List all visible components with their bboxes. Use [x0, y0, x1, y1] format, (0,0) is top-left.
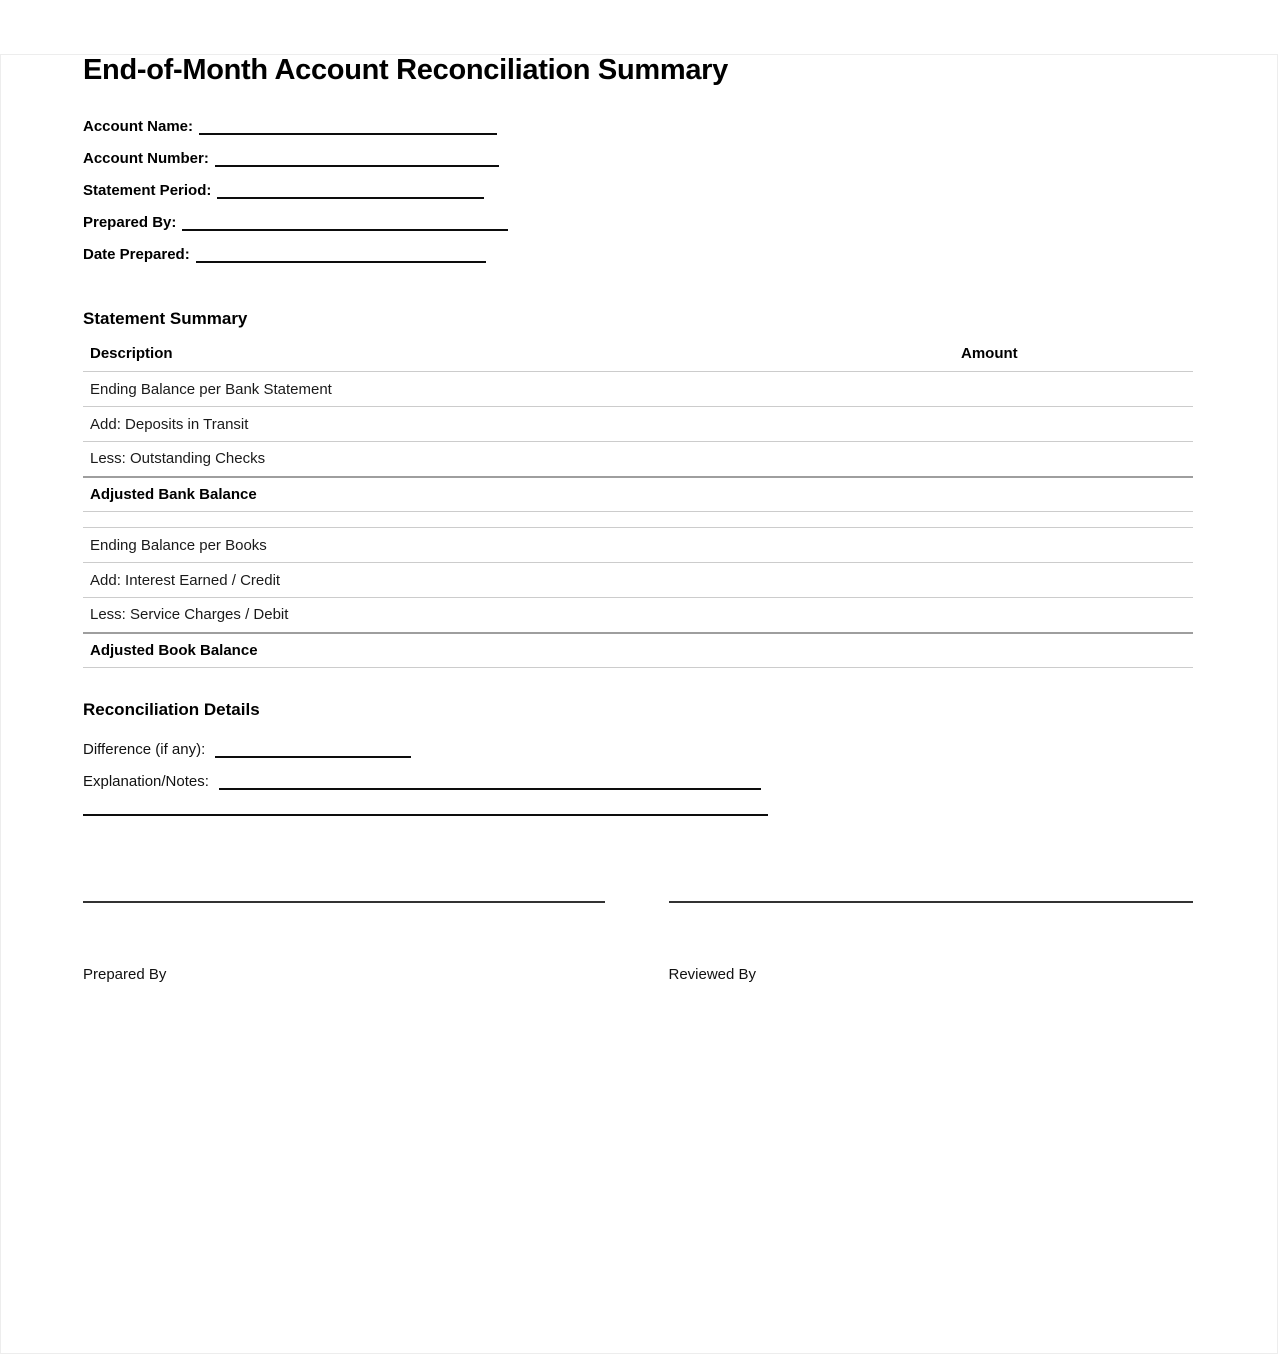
prepared-by-signature-block: [83, 901, 605, 983]
page-title: End-of-Month Account Reconciliation Summary: [83, 54, 728, 86]
amount-cell: [954, 528, 1193, 563]
statement-summary-table-body: [83, 372, 1193, 668]
description-cell: Add: Deposits in Transit: [83, 407, 954, 442]
field-label: Prepared By:: [83, 214, 177, 231]
description-cell: Less: Outstanding Checks: [83, 442, 954, 477]
difference-label: Difference (if any):: [83, 741, 206, 758]
amount-cell: [954, 407, 1193, 442]
field-row: [83, 175, 1193, 207]
reviewed-by-signature-block: [669, 901, 1194, 983]
statement-summary-heading: Statement Summary: [83, 309, 248, 328]
description-cell: Adjusted Book Balance: [83, 633, 954, 668]
table-row: [83, 598, 1193, 633]
field-row: [83, 207, 1193, 239]
field-row: [83, 111, 1193, 143]
table-header-row: [83, 345, 1193, 372]
amount-cell: [954, 563, 1193, 598]
field-row: [83, 143, 1193, 175]
table-row: [83, 372, 1193, 407]
account-info-section: [83, 111, 1193, 271]
amount-cell: [954, 477, 1193, 512]
table-row: [83, 512, 1193, 528]
field-row: [83, 239, 1193, 271]
field-label: Date Prepared:: [83, 246, 190, 263]
field-label: Statement Period:: [83, 182, 212, 199]
field-blank-line: [199, 119, 497, 135]
field-blank-line: [196, 247, 486, 263]
description-cell: Ending Balance per Bank Statement: [83, 372, 954, 407]
amount-cell: [954, 442, 1193, 477]
table-row: [83, 528, 1193, 563]
table-row: [83, 477, 1193, 512]
column-header-description: Description: [83, 345, 954, 372]
field-blank-line: [182, 215, 508, 231]
signature-section: [83, 901, 1193, 983]
reconciliation-details-heading: Reconciliation Details: [83, 700, 260, 719]
document-page: [0, 54, 1278, 983]
amount-cell: [954, 598, 1193, 633]
description-cell: Add: Interest Earned / Credit: [83, 563, 954, 598]
amount-cell: [954, 633, 1193, 668]
statement-summary-table: [83, 345, 1193, 668]
notes-row: [83, 766, 1193, 798]
reconciliation-details-section: [83, 734, 1193, 816]
difference-blank-line: [215, 742, 411, 758]
notes-extra-blank-line: [83, 814, 768, 816]
field-blank-line: [215, 151, 499, 167]
notes-label: Explanation/Notes:: [83, 773, 209, 790]
description-cell: Adjusted Bank Balance: [83, 477, 954, 512]
description-cell: Less: Service Charges / Debit: [83, 598, 954, 633]
prepared-by-label: Prepared By: [83, 966, 167, 983]
reviewed-by-label: Reviewed By: [668, 966, 757, 983]
difference-row: [83, 734, 1193, 766]
amount-cell: [954, 512, 1193, 528]
notes-blank-line: [219, 774, 761, 790]
amount-cell: [954, 372, 1193, 407]
description-cell: [83, 512, 954, 528]
reviewed-by-signature-line: [669, 901, 1194, 903]
prepared-by-signature-line: [83, 901, 605, 903]
field-label: Account Number:: [83, 150, 209, 167]
description-cell: Ending Balance per Books: [83, 528, 954, 563]
table-row: [83, 442, 1193, 477]
field-label: Account Name:: [83, 118, 194, 135]
column-header-amount: Amount: [954, 345, 1193, 372]
table-row: [83, 633, 1193, 668]
field-blank-line: [217, 183, 484, 199]
table-row: [83, 563, 1193, 598]
table-row: [83, 407, 1193, 442]
